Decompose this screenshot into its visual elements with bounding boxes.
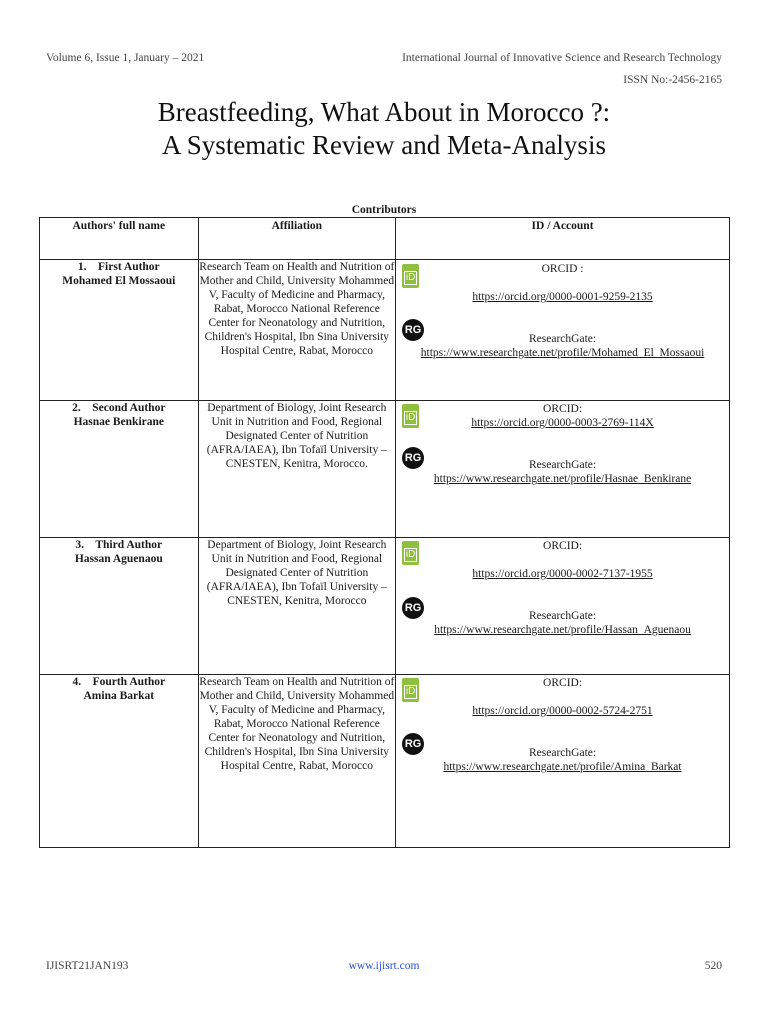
author-number: 1. <box>77 261 87 273</box>
researchgate-label: ResearchGate: <box>529 459 597 471</box>
table-row <box>40 675 730 848</box>
author-number: 2. <box>72 402 81 414</box>
header-affiliation: Affiliation <box>198 218 396 260</box>
researchgate-link[interactable]: https://www.researchgate.net/profile/Hassan_Aguenaou <box>434 624 691 636</box>
affiliation-cell: Department of Biology, Joint Research Unit in Nutrition and Food, Regional Designated Center of Nutrition (AFRA/IAEA), Ibn Tofaïl University – CNESTEN, Kenitra, Morocco. <box>198 401 396 538</box>
table-row <box>40 260 730 401</box>
affiliation-cell: Research Team on Health and Nutrition of Mother and Child, University Mohammed V, Faculty of Medicine and Pharmacy, Rabat, Morocco National Reference Center for Neonatology and Nutrition, Children's Hospital, Ibn Sina University Hospital Centre, Rabat, Morocco <box>198 675 396 848</box>
orcid-link[interactable]: https://orcid.org/0000-0002-7137-1955 <box>472 568 653 580</box>
orcid-icon: iD <box>402 264 419 288</box>
researchgate-icon: RG <box>402 733 424 755</box>
table-header-row <box>40 218 730 260</box>
table-row <box>40 538 730 675</box>
footer-paper-id: IJISRT21JAN193 <box>46 960 129 972</box>
author-cell <box>40 260 199 401</box>
footer-website-link[interactable]: www.ijisrt.com <box>348 960 420 972</box>
author-role: Third Author <box>95 539 163 551</box>
researchgate-label: ResearchGate: <box>529 610 597 622</box>
id-account-cell <box>396 675 730 848</box>
author-cell <box>40 538 199 675</box>
researchgate-icon: RG <box>402 597 424 619</box>
orcid-icon: iD <box>402 404 419 428</box>
orcid-icon: iD <box>402 541 419 565</box>
orcid-link[interactable]: https://orcid.org/0000-0003-2769-114X <box>471 417 654 429</box>
orcid-link[interactable]: https://orcid.org/0000-0002-5724-2751 <box>472 705 653 717</box>
author-name: Amina Barkat <box>83 690 155 702</box>
orcid-label: ORCID: <box>543 403 583 415</box>
author-name: Mohamed El Mossaoui <box>62 275 176 287</box>
author-number: 3. <box>75 539 85 551</box>
id-account-cell <box>396 401 730 538</box>
author-name: Hasnae Benkirane <box>73 416 164 428</box>
table-row <box>40 401 730 538</box>
author-role: Second Author <box>92 402 166 414</box>
title-line-2: A Systematic Review and Meta-Analysis <box>162 130 606 160</box>
affiliation-cell: Research Team on Health and Nutrition of Mother and Child, University Mohammed V, Faculty of Medicine and Pharmacy, Rabat, Morocco National Reference Center for Neonatology and Nutrition, Children's Hospital, Ibn Sina University Hospital Centre, Rabat, Morocco <box>198 260 396 401</box>
header-journal-name: International Journal of Innovative Science and Research Technology <box>402 52 722 64</box>
researchgate-icon: RG <box>402 447 424 469</box>
author-name: Hassan Aguenaou <box>74 553 163 565</box>
author-cell <box>40 401 199 538</box>
header-volume-info: Volume 6, Issue 1, January – 2021 <box>46 52 205 64</box>
contributors-table <box>39 217 730 848</box>
orcid-link[interactable]: https://orcid.org/0000-0001-9259-2135 <box>472 291 653 303</box>
author-role: Fourth Author <box>92 676 166 688</box>
orcid-label: ORCID: <box>543 677 583 689</box>
header-authors: Authors' full name <box>40 218 199 260</box>
paper-title <box>0 96 768 162</box>
affiliation-cell: Department of Biology, Joint Research Unit in Nutrition and Food, Regional Designated Center of Nutrition (AFRA/IAEA), Ibn Tofaïl University – CNESTEN, Kenitra, Morocco <box>198 538 396 675</box>
author-cell <box>40 675 199 848</box>
researchgate-link[interactable]: https://www.researchgate.net/profile/Mohamed_El_Mossaoui <box>420 347 705 359</box>
researchgate-label: ResearchGate: <box>529 747 597 759</box>
footer-page-number: 520 <box>704 960 722 972</box>
header-id-account: ID / Account <box>396 218 730 260</box>
researchgate-link[interactable]: https://www.researchgate.net/profile/Hasnae_Benkirane <box>433 473 692 485</box>
researchgate-icon: RG <box>402 319 424 341</box>
title-line-1: Breastfeeding, What About in Morocco ?: <box>157 97 611 127</box>
table-caption: Contributors <box>351 204 417 216</box>
researchgate-link[interactable]: https://www.researchgate.net/profile/Amina_Barkat <box>443 761 682 773</box>
id-account-cell <box>396 260 730 401</box>
orcid-icon: iD <box>402 678 419 702</box>
researchgate-label: ResearchGate: <box>529 333 597 345</box>
author-role: First Author <box>98 261 160 273</box>
author-number: 4. <box>72 676 82 688</box>
id-account-cell <box>396 538 730 675</box>
orcid-label: ORCID : <box>541 263 584 275</box>
orcid-label: ORCID: <box>543 540 583 552</box>
header-issn: ISSN No:-2456-2165 <box>623 74 722 86</box>
